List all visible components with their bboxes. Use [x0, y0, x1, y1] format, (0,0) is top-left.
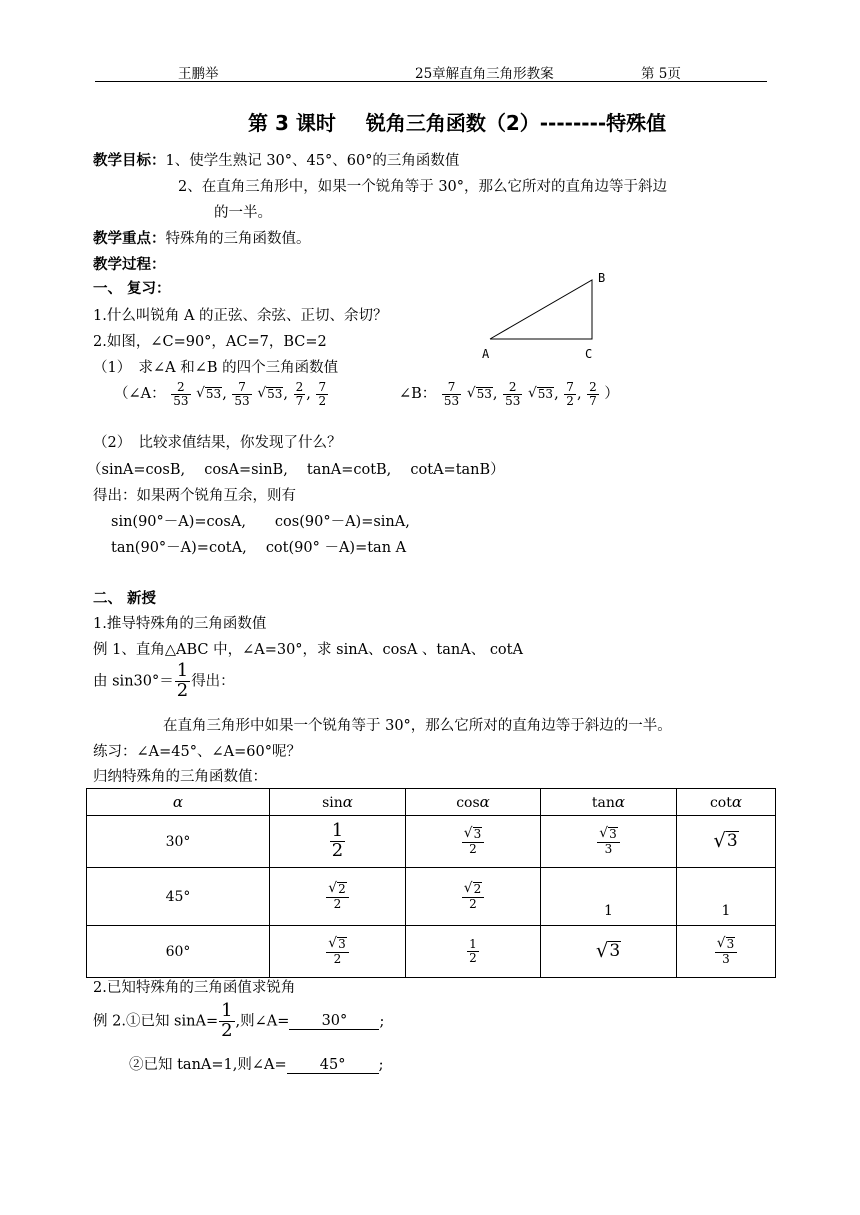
cos-60: $\frac{1}{2}$ — [406, 926, 541, 978]
tan-30: √ 3 3 — [541, 816, 677, 868]
answer-blank-1: 30° — [289, 1013, 379, 1030]
focus-text: 特殊角的三角函数值。 — [165, 231, 311, 247]
section-1-heading: 1.推导特殊角的三角函数值 — [93, 616, 267, 632]
fraction-one-half: $\frac{1}{2}$ — [221, 1000, 233, 1041]
objectives-line1 — [93, 149, 459, 170]
table-row — [87, 868, 776, 926]
summary-label: 归纳特殊角的三角函数值： — [93, 769, 267, 785]
header-doc-title: 25章解直角三角形教案 — [415, 66, 554, 82]
fraction: $\frac{7}{2}$ — [566, 380, 574, 408]
header-author: 王鹏举 — [178, 66, 219, 82]
table-row — [87, 926, 776, 978]
answers-angle-a: （∠A： $\frac{2}{53}$ √ 53 , $\frac{7}{53}$ √ 53 , $\frac{2}{7}$ , $\frac{7}{2}$ — [114, 380, 327, 408]
cot-30: √ 3 — [677, 816, 776, 868]
sqrt: √ 53 — [196, 384, 222, 401]
fraction-one-half: $\frac{1}{2}$ — [176, 660, 189, 701]
triangle-figure — [478, 268, 618, 372]
cot-60: √ 3 3 — [677, 926, 776, 978]
fraction: $\frac{2}{7}$ — [295, 380, 304, 408]
practice: 练习：∠A=45°、∠A=60°呢？ — [93, 744, 301, 760]
review-relations: （sinA=cosB, cosA=sinB, tanA=cotB, cotA=tanB） — [87, 462, 505, 478]
tan-60: √ 3 — [541, 926, 677, 978]
example-2-part1: 例 2.①已知 sinA= $\frac{1}{2}$ ,则∠A= 30° ; — [93, 1000, 385, 1041]
review-q2: 2.如图，∠C=90°，AC=7，BC=2 — [93, 334, 327, 350]
fraction: $\frac{2}{53}$ — [173, 380, 189, 408]
vertex-c-label: C — [585, 347, 593, 361]
sin-60: √ 3 2 — [270, 926, 406, 978]
fraction: $\frac{2}{7}$ — [589, 380, 597, 408]
review-formula-1: sin(90°－A)=cosA, cos(90°－A)=sinA, — [111, 514, 410, 530]
example-1: 例 1、直角△ABC 中，∠A=30°，求 sinA、cosA 、tanA、 cotA — [93, 642, 523, 658]
review-sub1: （1） 求∠A 和∠B 的四个三角函数值 — [93, 360, 339, 376]
answers-angle-b: ∠B： $\frac{7}{53}$ √ 53 , $\frac{2}{53}$ √ 53 , $\frac{7}{2}$ , $\frac{2}{7}$ ） — [399, 380, 619, 408]
sqrt: √ 53 — [528, 384, 554, 401]
objective-2: 2、在直角三角形中，如果一个锐角等于 30°，那么它所对的直角边等于斜边 — [178, 179, 668, 195]
angle-cell: 45° — [87, 868, 270, 926]
focus-label: 教学重点： — [93, 231, 166, 247]
example-2-part2: ②已知 tanA=1,则∠A= 45° ; — [129, 1057, 384, 1073]
fraction: $\frac{7}{53}$ — [234, 380, 250, 408]
review-q1: 1.什么叫锐角 A 的正弦、余弦、正切、余切？ — [93, 308, 388, 324]
fraction: $\frac{7}{53}$ — [443, 380, 460, 408]
table-header-row — [87, 789, 776, 816]
review-sub2: （2） 比较求值结果，你发现了什么？ — [93, 435, 342, 451]
angle-cell: 60° — [87, 926, 270, 978]
special-angle-table — [86, 788, 776, 978]
section-2-heading: 2.已知特殊角的三角函值求锐角 — [93, 980, 296, 996]
table-row — [87, 816, 776, 868]
review-formula-2: tan(90°－A)=cotA, cot(90° －A)=tan A — [111, 540, 407, 556]
answer-b-label: ∠B： — [399, 386, 437, 403]
derive-prefix: 由 sin30°＝ — [93, 673, 174, 690]
header-cot: cotα — [677, 789, 776, 816]
answer-a-label: （∠A： — [114, 386, 166, 403]
lesson-topic: 锐角三角函数（2）--------特殊值 — [365, 111, 667, 135]
sqrt: √ 53 — [257, 384, 283, 401]
review-conclusion: 得出：如果两个锐角互余，则有 — [93, 488, 296, 504]
angle-cell: 30° — [87, 816, 270, 868]
fraction: $\frac{2}{53}$ — [505, 380, 521, 408]
objectives-label: 教学目标： — [93, 153, 166, 169]
derive-suffix: 得出： — [191, 673, 235, 690]
fraction: $\frac{7}{2}$ — [318, 380, 327, 408]
triangle-diagram — [478, 268, 618, 368]
header-rule — [95, 81, 767, 82]
theorem-30: 在直角三角形中如果一个锐角等于 30°，那么它所对的直角边等于斜边的一半。 — [163, 718, 672, 734]
page-title — [248, 107, 666, 136]
header-alpha: α — [87, 789, 270, 816]
sin-45: √ 2 2 — [270, 868, 406, 926]
header-page-number: 第 5页 — [641, 66, 681, 82]
cot-45: 1 — [677, 868, 776, 926]
new-lesson-heading: 二、 新授 — [93, 591, 157, 607]
vertex-a-label: A — [482, 347, 490, 361]
sin-30: $\frac{1}{2}$ — [270, 816, 406, 868]
vertex-b-label: B — [598, 271, 606, 285]
header-cos: cosα — [406, 789, 541, 816]
answer-blank-2: 45° — [287, 1057, 379, 1074]
derive-line — [93, 662, 235, 701]
objective-1: 1、使学生熟记 30°、45°、60°的三角函数值 — [165, 153, 460, 169]
cos-30: √ 3 2 — [406, 816, 541, 868]
process-label: 教学过程： — [93, 257, 166, 273]
sqrt: √ 53 — [466, 384, 492, 401]
lesson-number: 第 3 课时 — [248, 111, 336, 135]
header-tan: tanα — [541, 789, 677, 816]
cos-45: √ 2 2 — [406, 868, 541, 926]
focus-line — [93, 227, 311, 248]
header-sin: sinα — [270, 789, 406, 816]
tan-45: 1 — [541, 868, 677, 926]
objective-2-cont: 的一半。 — [214, 205, 272, 221]
review-heading: 一、 复习： — [93, 281, 171, 297]
